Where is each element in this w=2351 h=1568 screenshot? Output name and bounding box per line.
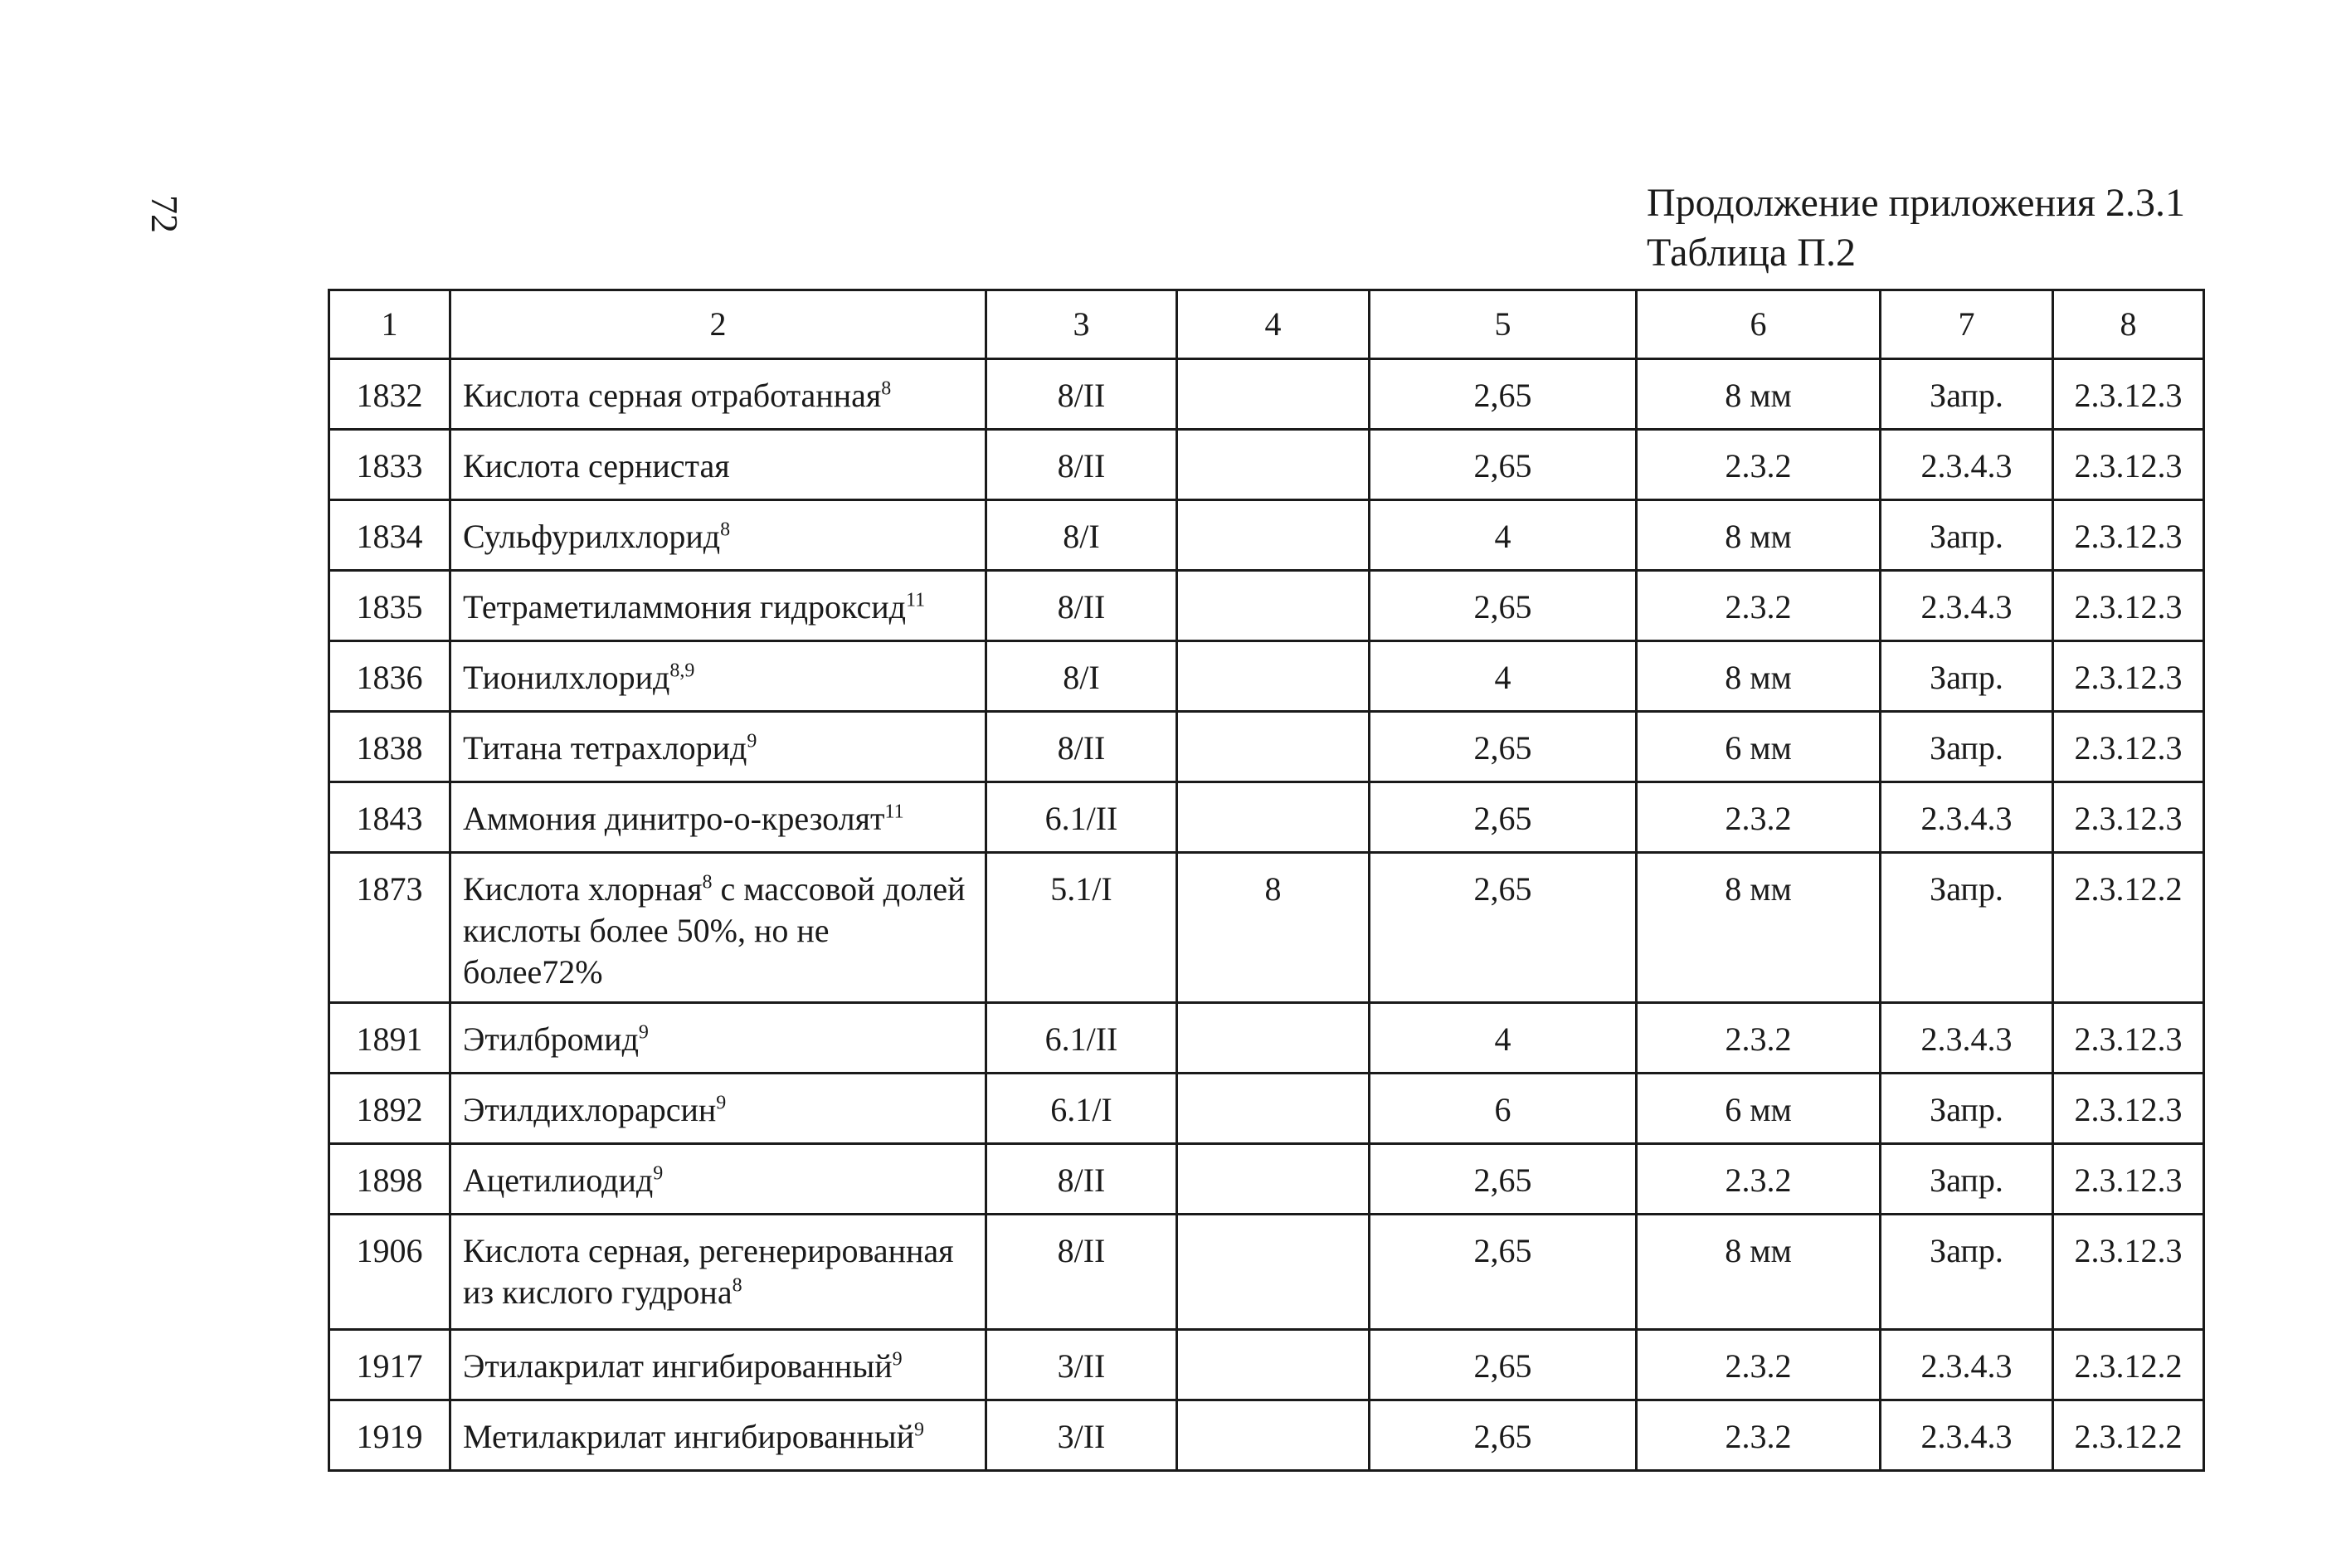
cell-number: 1892	[329, 1074, 450, 1144]
cell-col-6: 6 мм	[1637, 712, 1881, 782]
table-row	[329, 782, 2204, 853]
cell-col-4	[1177, 500, 1370, 571]
cell-substance-name	[450, 1074, 986, 1144]
column-header: 4	[1177, 290, 1370, 359]
footnote-reference: 8,9	[669, 660, 695, 682]
footnote-reference: 9	[892, 1348, 903, 1371]
footnote-reference: 9	[747, 730, 757, 752]
cell-col-8: 2.3.12.3	[2053, 712, 2204, 782]
cell-col-3: 8/II	[986, 1215, 1177, 1330]
cell-number: 1833	[329, 430, 450, 500]
cell-col-3: 6.1/I	[986, 1074, 1177, 1144]
table-row	[329, 712, 2204, 782]
table-body	[329, 359, 2204, 1471]
cell-col-7: 2.3.4.3	[1881, 782, 2053, 853]
table-row	[329, 430, 2204, 500]
cell-col-8: 2.3.12.2	[2053, 1330, 2204, 1400]
table-row	[329, 1003, 2204, 1074]
cell-col-6: 2.3.2	[1637, 1003, 1881, 1074]
table-row	[329, 1144, 2204, 1215]
cell-col-4	[1177, 571, 1370, 641]
header-row	[329, 290, 2204, 359]
footnote-reference: 8	[702, 871, 713, 894]
footnote-reference: 11	[906, 589, 926, 611]
cell-col-6: 8 мм	[1637, 359, 1881, 430]
cell-number: 1834	[329, 500, 450, 571]
cell-col-6: 8 мм	[1637, 853, 1881, 1003]
cell-col-3: 6.1/II	[986, 1003, 1177, 1074]
footnote-reference: 9	[716, 1092, 727, 1114]
cell-col-3: 5.1/I	[986, 853, 1177, 1003]
cell-col-8: 2.3.12.3	[2053, 500, 2204, 571]
cell-col-7: Запр.	[1881, 1144, 2053, 1215]
cell-col-7: Запр.	[1881, 712, 2053, 782]
cell-col-4: 8	[1177, 853, 1370, 1003]
cell-col-8: 2.3.12.3	[2053, 1003, 2204, 1074]
substance-name: Ацетилиодид	[463, 1161, 654, 1199]
cell-col-8: 2.3.12.3	[2053, 359, 2204, 430]
cell-col-8: 2.3.12.2	[2053, 1400, 2204, 1471]
cell-col-7: Запр.	[1881, 853, 2053, 1003]
cell-number: 1873	[329, 853, 450, 1003]
cell-col-5: 2,65	[1370, 359, 1637, 430]
cell-col-3: 3/II	[986, 1400, 1177, 1471]
cell-col-7: 2.3.4.3	[1881, 1400, 2053, 1471]
cell-col-5: 4	[1370, 1003, 1637, 1074]
cell-col-6: 2.3.2	[1637, 1330, 1881, 1400]
cell-col-6: 2.3.2	[1637, 782, 1881, 853]
cell-col-7: 2.3.4.3	[1881, 430, 2053, 500]
footnote-reference: 9	[913, 1419, 924, 1441]
column-header: 7	[1881, 290, 2053, 359]
cell-col-3: 8/II	[986, 359, 1177, 430]
cell-col-6: 2.3.2	[1637, 430, 1881, 500]
substance-name: Кислота хлорная	[463, 870, 703, 908]
substance-name: Метилакрилат ингибированный	[463, 1418, 914, 1455]
cell-substance-name	[450, 430, 986, 500]
cell-col-3: 8/II	[986, 1144, 1177, 1215]
cell-number: 1898	[329, 1144, 450, 1215]
cell-col-8: 2.3.12.3	[2053, 1215, 2204, 1330]
column-header: 8	[2053, 290, 2204, 359]
cell-col-7: Запр.	[1881, 1215, 2053, 1330]
cell-col-3: 6.1/II	[986, 782, 1177, 853]
substance-name: Кислота серная, регенерированная из кислого гудрона	[463, 1232, 954, 1311]
substance-name: Этилакрилат ингибированный	[463, 1347, 893, 1385]
cell-col-4	[1177, 1215, 1370, 1330]
cell-substance-name	[450, 641, 986, 712]
cell-col-3: 8/II	[986, 430, 1177, 500]
cell-col-5: 2,65	[1370, 1330, 1637, 1400]
cell-substance-name	[450, 853, 986, 1003]
cell-col-6: 2.3.2	[1637, 571, 1881, 641]
cell-substance-name	[450, 1400, 986, 1471]
cell-substance-name	[450, 571, 986, 641]
cell-col-3: 3/II	[986, 1330, 1177, 1400]
cell-substance-name	[450, 1330, 986, 1400]
cell-col-8: 2.3.12.3	[2053, 571, 2204, 641]
cell-substance-name	[450, 500, 986, 571]
cell-col-5: 4	[1370, 641, 1637, 712]
cell-col-5: 2,65	[1370, 430, 1637, 500]
column-header: 2	[450, 290, 986, 359]
cell-col-6: 2.3.2	[1637, 1144, 1881, 1215]
cell-col-4	[1177, 1144, 1370, 1215]
table-row	[329, 1400, 2204, 1471]
table-row	[329, 500, 2204, 571]
cell-col-4	[1177, 430, 1370, 500]
cell-col-5: 2,65	[1370, 1144, 1637, 1215]
substance-name: Тетраметиламмония гидроксид	[463, 588, 907, 626]
cell-col-5: 2,65	[1370, 782, 1637, 853]
table-caption: Таблица П.2	[1647, 231, 1856, 275]
cell-col-4	[1177, 782, 1370, 853]
cell-col-4	[1177, 712, 1370, 782]
cell-col-3: 8/I	[986, 641, 1177, 712]
cell-col-4	[1177, 359, 1370, 430]
cell-substance-name	[450, 359, 986, 430]
table-row	[329, 853, 2204, 1003]
cell-col-8: 2.3.12.3	[2053, 1074, 2204, 1144]
table-row	[329, 1074, 2204, 1144]
cell-col-5: 4	[1370, 500, 1637, 571]
substances-table	[328, 289, 2205, 1472]
table-heading	[1647, 178, 2185, 278]
substance-name-continuation: с массовой долей кислоты более 50%, но не более72%	[463, 870, 966, 991]
cell-substance-name	[450, 1215, 986, 1330]
cell-col-8: 2.3.12.3	[2053, 782, 2204, 853]
cell-col-7: 2.3.4.3	[1881, 1330, 2053, 1400]
cell-number: 1838	[329, 712, 450, 782]
footnote-reference: 8	[732, 1274, 742, 1297]
cell-col-6: 6 мм	[1637, 1074, 1881, 1144]
cell-col-8: 2.3.12.3	[2053, 1144, 2204, 1215]
cell-number: 1891	[329, 1003, 450, 1074]
cell-col-4	[1177, 1074, 1370, 1144]
cell-col-5: 2,65	[1370, 1215, 1637, 1330]
cell-col-5: 2,65	[1370, 1400, 1637, 1471]
substance-name: Кислота сернистая	[463, 447, 730, 485]
substance-name: Титана тетрахлорид	[463, 729, 747, 767]
cell-col-6: 8 мм	[1637, 500, 1881, 571]
appendix-continuation-title: Продолжение приложения 2.3.1	[1647, 181, 2185, 225]
column-header: 3	[986, 290, 1177, 359]
substance-name: Тионилхлорид	[463, 659, 670, 696]
table-row	[329, 359, 2204, 430]
cell-col-7: 2.3.4.3	[1881, 1003, 2053, 1074]
cell-substance-name	[450, 712, 986, 782]
cell-number: 1836	[329, 641, 450, 712]
cell-col-6: 8 мм	[1637, 1215, 1881, 1330]
cell-col-4	[1177, 641, 1370, 712]
table-row	[329, 1330, 2204, 1400]
cell-substance-name	[450, 782, 986, 853]
substance-name: Этилбромид	[463, 1020, 639, 1058]
cell-col-7: Запр.	[1881, 359, 2053, 430]
substance-name: Аммония динитро-о-крезолят	[463, 800, 885, 837]
cell-col-7: 2.3.4.3	[1881, 571, 2053, 641]
cell-number: 1919	[329, 1400, 450, 1471]
column-header: 5	[1370, 290, 1637, 359]
substance-name: Кислота серная отработанная	[463, 377, 882, 414]
column-header: 6	[1637, 290, 1881, 359]
footnote-reference: 9	[653, 1162, 664, 1185]
page-number: 72	[144, 195, 186, 233]
cell-col-3: 8/II	[986, 571, 1177, 641]
cell-col-3: 8/I	[986, 500, 1177, 571]
cell-col-4	[1177, 1003, 1370, 1074]
cell-col-7: Запр.	[1881, 641, 2053, 712]
cell-col-4	[1177, 1330, 1370, 1400]
cell-col-7: Запр.	[1881, 1074, 2053, 1144]
table-row	[329, 641, 2204, 712]
cell-col-5: 2,65	[1370, 853, 1637, 1003]
column-header: 1	[329, 290, 450, 359]
cell-number: 1917	[329, 1330, 450, 1400]
cell-col-3: 8/II	[986, 712, 1177, 782]
cell-number: 1906	[329, 1215, 450, 1330]
footnote-reference: 8	[881, 377, 892, 400]
cell-col-5: 6	[1370, 1074, 1637, 1144]
cell-substance-name	[450, 1003, 986, 1074]
cell-col-8: 2.3.12.3	[2053, 430, 2204, 500]
substance-name: Этилдихлорарсин	[463, 1091, 717, 1128]
cell-number: 1835	[329, 571, 450, 641]
cell-col-5: 2,65	[1370, 712, 1637, 782]
footnote-reference: 8	[720, 519, 731, 541]
footnote-reference: 11	[884, 801, 904, 823]
cell-col-8: 2.3.12.2	[2053, 853, 2204, 1003]
cell-col-5: 2,65	[1370, 571, 1637, 641]
cell-number: 1832	[329, 359, 450, 430]
cell-col-6: 2.3.2	[1637, 1400, 1881, 1471]
table-row	[329, 571, 2204, 641]
cell-substance-name	[450, 1144, 986, 1215]
footnote-reference: 9	[638, 1021, 649, 1044]
cell-number: 1843	[329, 782, 450, 853]
cell-col-8: 2.3.12.3	[2053, 641, 2204, 712]
substance-name: Сульфурилхлорид	[463, 518, 721, 555]
table-row	[329, 1215, 2204, 1330]
cell-col-7: Запр.	[1881, 500, 2053, 571]
cell-col-6: 8 мм	[1637, 641, 1881, 712]
cell-col-4	[1177, 1400, 1370, 1471]
